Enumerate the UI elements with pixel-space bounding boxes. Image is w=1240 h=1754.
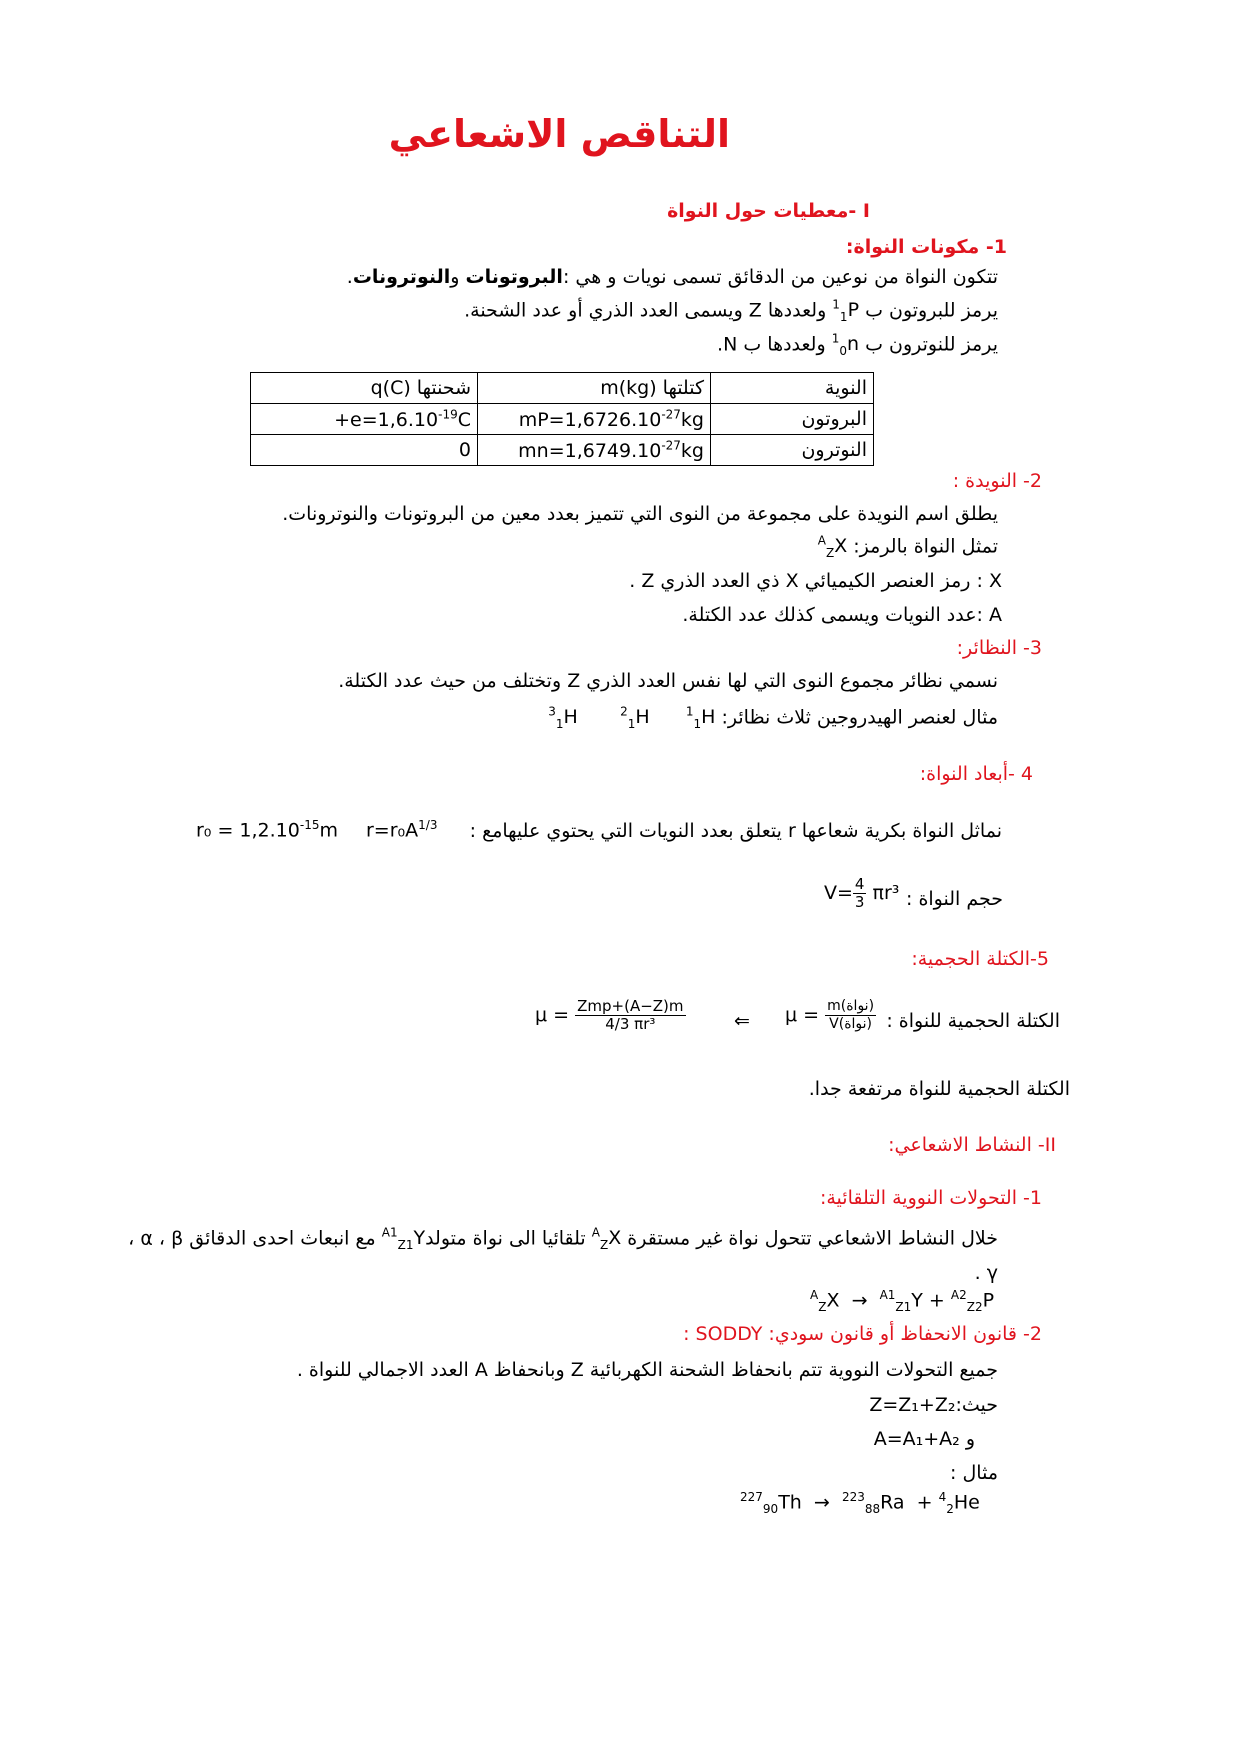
s4-line1: نماثل النواة بكرية شعاعها r يتعلق بعدد النويات التي يحتوي عليهامع : xyxy=(469,820,1002,842)
decay-equation: $^A_Z$X → $^{A1}_{Z1}$Y + $^{A2}_{Z2}$P xyxy=(810,1288,995,1315)
where-line: حيث:Z=Z₁+Z₂ xyxy=(869,1394,998,1416)
table-cell-charge: 0 xyxy=(251,435,478,466)
table-row xyxy=(251,404,874,435)
table-cell-mass: $mP=1,6726.10^{-27}kg$ xyxy=(478,404,711,435)
proton-symbol: $^1_1$P xyxy=(832,298,860,325)
p2-s1-heading: 1- التحولات النووية التلقائية: xyxy=(819,1187,1042,1209)
table-row xyxy=(251,435,874,466)
table-cell-name: البروتون xyxy=(711,404,874,435)
table-cell-name: النوترون xyxy=(711,435,874,466)
example-reaction: $^{227}_{90}$Th → $^{223}_{88}$Ra + $^4_2$He xyxy=(740,1490,980,1517)
nucleon-table xyxy=(250,372,874,466)
s3-heading: 3- النظائر: xyxy=(956,637,1042,659)
s2-x-def: X : رمز العنصر الكيميائي X ذي العدد الذري Z . xyxy=(629,570,1002,592)
volume-label: حجم النواة : xyxy=(906,888,1003,910)
p2-s1-line1: خلال النشاط الاشعاعي تتحول نواة غير مستقرة $^A_Z$X تلقائيا الى نواة متولد$^{A1}_{Z1}$Y مع انبعاث احدى الدقائق α ، β ، xyxy=(128,1226,998,1253)
neutrons-word: النوترونات xyxy=(352,266,451,288)
part1-heading: I -معطيات حول النواة xyxy=(667,200,870,222)
part2-heading: II- النشاط الاشعاعي: xyxy=(888,1134,1056,1156)
volume-formula: V= $\frac{4}{3}$ πr³ xyxy=(824,875,900,911)
hydrogen-isotopes: $^3_1$H $^2_1$H $^1_1$H xyxy=(548,705,716,732)
table-header: شحنتها q(C) xyxy=(251,373,478,404)
s5-conclusion: الكتلة الحجمية للنواة مرتفعة جدا. xyxy=(808,1078,1070,1100)
table-header: كتلتها m(kg) xyxy=(478,373,711,404)
nucleus-symbol: $^A_Z$X xyxy=(817,534,848,561)
s3-line1: نسمي نظائر مجموع النوى التي لها نفس العدد الذري Z وتختلف من حيث عدد الكتلة. xyxy=(338,670,998,692)
table-cell-mass: $mn=1,6749.10^{-27}kg$ xyxy=(478,435,711,466)
s5-heading: 5-الكتلة الحجمية: xyxy=(911,948,1049,970)
density-formula: μ = $\frac{\text{Zmp+(A−Z)m}}{\text{4/3 πr³}}$ xyxy=(535,997,684,1033)
s2-line1: يطلق اسم النويدة على مجموعة من النوى التي تتميز بعدد معين من البروتونات والنوترونات. xyxy=(282,503,998,525)
proton-symbol-line: يرمز للبروتون ب $^1_1$P ولعددها Z ويسمى العدد الذري أو عدد الشحنة. xyxy=(464,298,998,325)
s3-line2: مثال لعنصر الهيدروجين ثلاث نظائر: $^3_1$H $^2_1$H $^1_1$H xyxy=(548,705,998,732)
table-cell-charge: $+e=1,6.10^{-19}C$ xyxy=(251,404,478,435)
r0-value: $r_0 = 1,2.10^{-15}m$ xyxy=(196,818,338,842)
s1-intro: تتكون النواة من نوعين من الدقائق تسمى نويات و هي :البروتونات والنوترونات. xyxy=(346,266,998,288)
p2-s2-line1: جميع التحولات النووية تتم بانحفاظ الشحنة الكهربائية Z وبانحفاظ A العدد الاجمالي للنواة . xyxy=(296,1359,998,1381)
s2-line2: تمثل النواة بالرمز: $^A_Z$X xyxy=(817,534,998,561)
table-header-row xyxy=(251,373,874,404)
s2-heading: 2- النويدة : xyxy=(952,470,1042,492)
density-definition: μ = $\frac{\text{m(نواة)}}{\text{V(نواة)}}$ xyxy=(785,998,875,1032)
protons-word: البروتونات xyxy=(465,266,563,288)
p2-s1-line2: γ . xyxy=(974,1262,998,1284)
example-label: مثال : xyxy=(950,1462,998,1484)
neutron-symbol: $^1_0$n xyxy=(831,332,860,359)
and-line: و A=A₁+A₂ xyxy=(873,1428,975,1450)
radius-formula: $r=r_0A^{1/3}$ xyxy=(366,818,438,842)
neutron-symbol-line: يرمز للنوترون ب $^1_0$n ولعددها ب N. xyxy=(717,332,998,359)
p2-s2-heading: 2- قانون الانحفاظ أو قانون سودي: SODDY : xyxy=(683,1323,1042,1345)
s2-a-def: A :عدد النويات ويسمى كذلك عدد الكتلة. xyxy=(682,604,1002,626)
table-header: النوية xyxy=(711,373,874,404)
s4-heading: 4 -أبعاد النواة: xyxy=(919,763,1033,785)
s5-label: الكتلة الحجمية للنواة : xyxy=(886,1010,1060,1032)
page-title: التناقص الاشعاعي xyxy=(388,112,730,156)
s1-heading: 1- مكونات النواة: xyxy=(845,236,1007,258)
implies-arrow: ⇐ xyxy=(734,1010,750,1032)
